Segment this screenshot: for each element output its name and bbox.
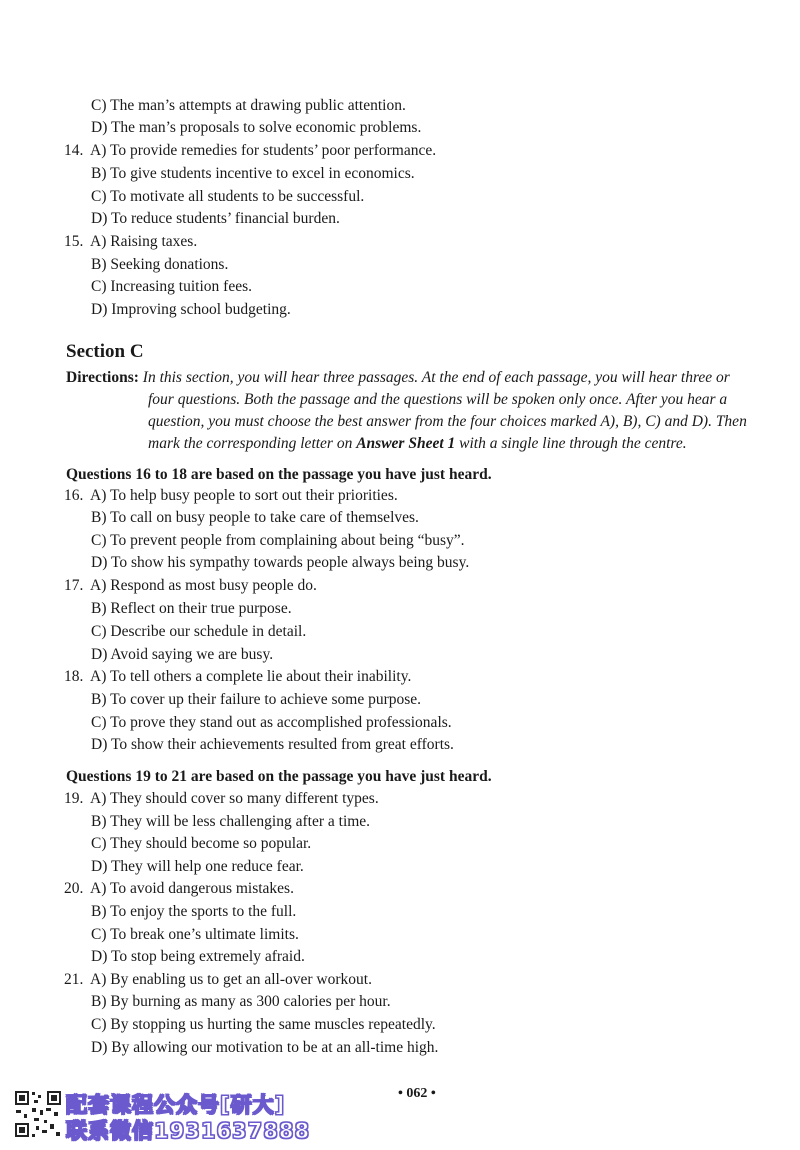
option-text: D) To reduce students’ financial burden. [91,210,340,227]
directions-last-pre: mark the corresponding letter on [148,435,357,452]
question-option [91,925,299,945]
question-number: 21. [64,971,84,988]
question-option [91,1015,436,1035]
question-option-first [64,667,411,687]
option-text: C) They should become so popular. [91,835,312,852]
promo-line-1: 配套课程公众号[研大] [66,1093,286,1117]
option-text: C) To prevent people from complaining about being “busy”. [91,532,465,549]
question-option [91,187,364,207]
question-option [91,164,415,184]
question-option [91,622,306,642]
question-option-first [64,789,379,809]
question-number: 17. [64,577,84,594]
option-text: C) To break one’s ultimate limits. [91,926,299,943]
question-number: 20. [64,880,84,897]
option-text: B) Reflect on their true purpose. [91,600,292,617]
option-text: D) To show his sympathy towards people always being busy. [91,554,470,571]
option-text: D) By allowing our motivation to be at an all-time high. [91,1039,439,1056]
question-option [91,255,228,275]
option-text: A) By enabling us to get an all-over workout. [90,971,372,988]
question-option [91,947,305,967]
option-text: A) To avoid dangerous mistakes. [90,880,294,897]
question-option [91,553,469,573]
question-option [91,300,291,320]
page-number: • 062 • [398,1086,436,1101]
directions-block [66,367,786,455]
question-option [91,96,406,116]
option-text: B) By burning as many as 300 calories per hour. [91,993,391,1010]
option-text: D) The man’s proposals to solve economic problems. [91,119,422,136]
directions-label: Directions: [66,369,139,386]
option-text: D) To show their achievements resulted from great efforts. [91,736,454,753]
directions-line-2: four questions. Both the passage and the questions will be spoken only once. After you hear a [148,391,728,408]
question-option [91,599,292,619]
question-option [91,834,311,854]
question-option [91,645,273,665]
directions-line-1 [66,367,786,389]
directions-text-1: In this section, you will hear three passages. At the end of each passage, you will hear three or [142,369,730,386]
directions-line-4 [66,433,786,455]
question-option [91,735,454,755]
option-text: C) Increasing tuition fees. [91,278,252,295]
option-text: A) Raising taxes. [90,233,198,250]
option-text: A) Respond as most busy people do. [90,577,317,594]
section-title: Section C [66,341,144,362]
option-text: C) The man’s attempts at drawing public attention. [91,97,406,114]
option-text: D) Improving school budgeting. [91,301,291,318]
option-text: A) To provide remedies for students’ poor performance. [90,142,437,159]
question-option [91,277,252,297]
question-option [91,209,340,229]
option-text: D) Avoid saying we are busy. [91,646,274,663]
option-text: C) By stopping us hurting the same muscles repeatedly. [91,1016,436,1033]
question-option [91,1038,438,1058]
qr-code-icon [14,1090,62,1138]
question-option [91,690,421,710]
question-option [91,713,452,733]
question-number: 14. [64,142,84,159]
directions-last-post: with a single line through the centre. [455,435,687,452]
option-text: B) They will be less challenging after a time. [91,813,371,830]
question-group-header: Questions 16 to 18 are based on the passage you have just heard. [66,466,492,483]
question-option-first [64,970,372,990]
question-option [91,992,391,1012]
option-text: B) To cover up their failure to achieve some purpose. [91,691,422,708]
question-number: 18. [64,668,84,685]
question-number: 15. [64,233,84,250]
question-option [91,531,465,551]
option-text: B) Seeking donations. [91,256,229,273]
question-option-first [64,576,317,596]
question-number: 19. [64,790,84,807]
option-text: B) To call on busy people to take care of themselves. [91,509,419,526]
question-option [91,857,304,877]
question-option [91,118,421,138]
directions-line-3: question, you must choose the best answer from the four choices marked A), B), C) and D). Then [148,413,747,430]
question-option-first [64,141,436,161]
option-text: B) To give students incentive to excel in economics. [91,165,415,182]
question-option-first [64,879,294,899]
question-option [91,902,296,922]
option-text: B) To enjoy the sports to the full. [91,903,297,920]
promo-line-2: 联系微信1931637888 [66,1119,311,1143]
option-text: C) To prove they stand out as accomplished professionals. [91,714,452,731]
question-group-header: Questions 19 to 21 are based on the passage you have just heard. [66,768,492,785]
option-text: C) To motivate all students to be successful. [91,188,365,205]
option-text: A) To help busy people to sort out their priorities. [90,487,398,504]
option-text: D) They will help one reduce fear. [91,858,304,875]
question-option-first [64,486,398,506]
question-number: 16. [64,487,84,504]
option-text: A) They should cover so many different types. [90,790,379,807]
answer-sheet-ref: Answer Sheet 1 [356,435,456,452]
question-option [91,508,419,528]
question-option-first [64,232,197,252]
question-option [91,812,370,832]
option-text: C) Describe our schedule in detail. [91,623,307,640]
option-text: D) To stop being extremely afraid. [91,948,305,965]
option-text: A) To tell others a complete lie about their inability. [90,668,412,685]
